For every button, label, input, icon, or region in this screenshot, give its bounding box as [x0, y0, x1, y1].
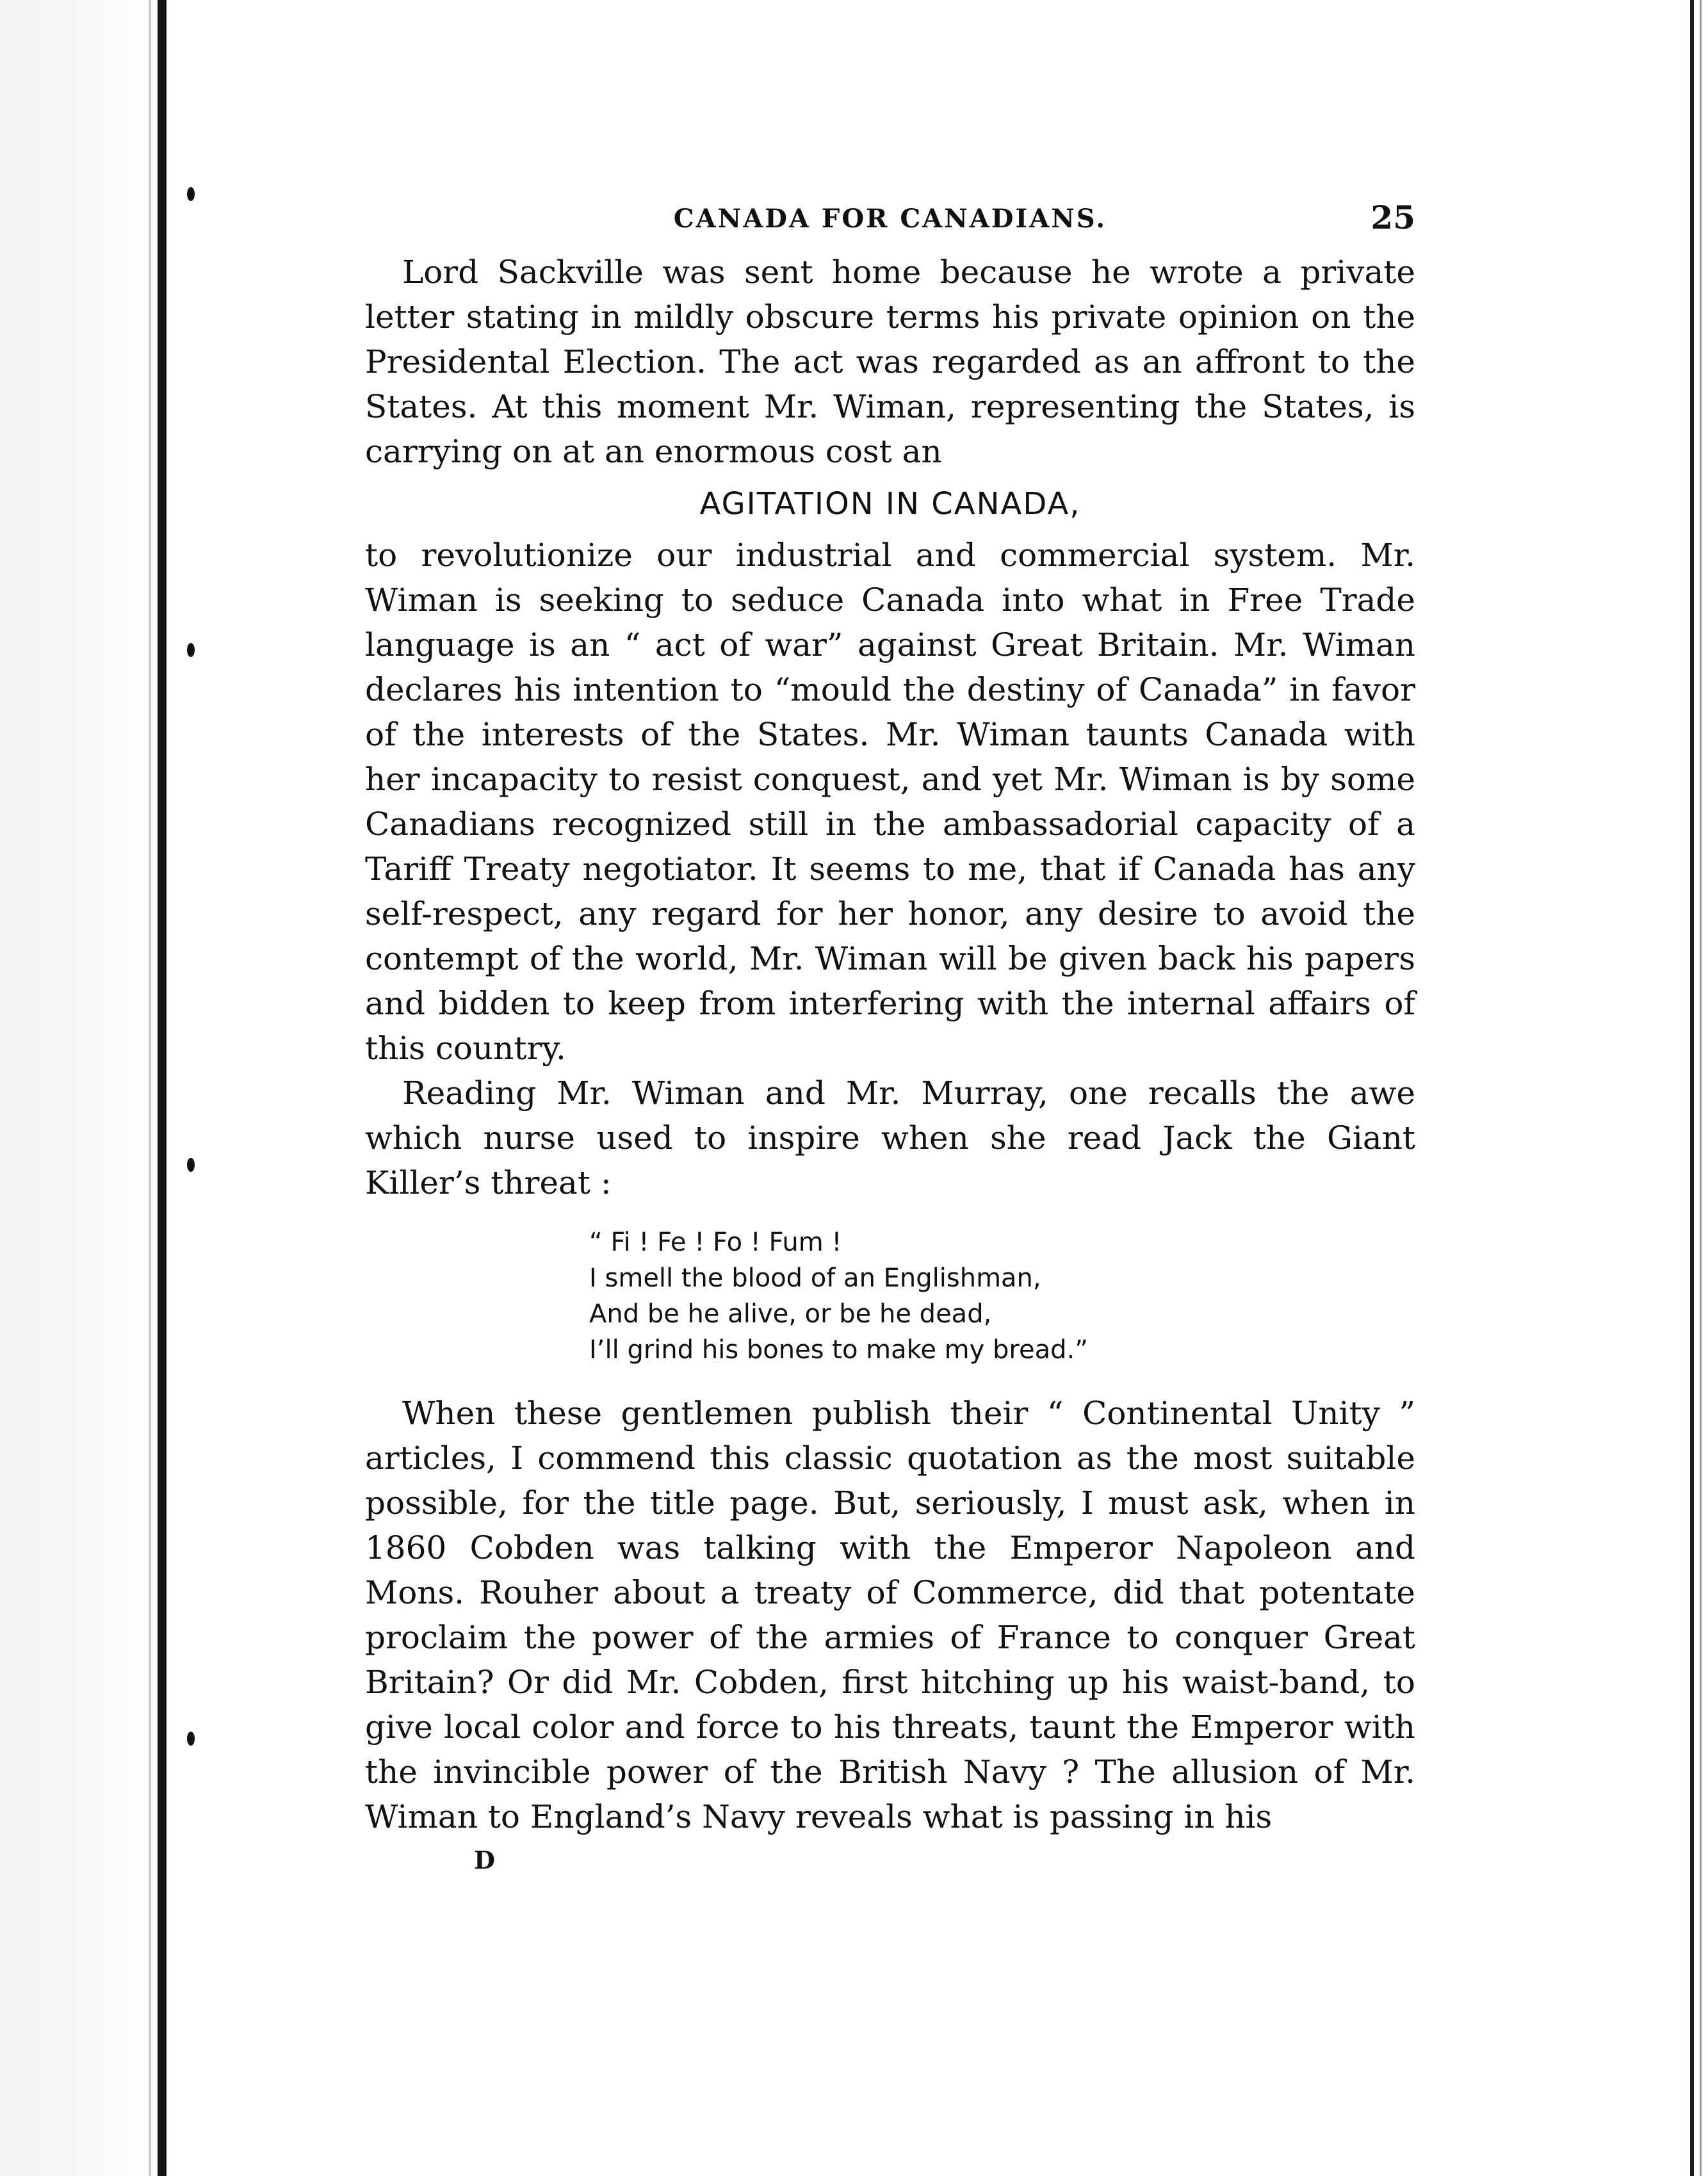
verse-line: I smell the blood of an Englishman,: [589, 1263, 1041, 1293]
page-edge-right: [1690, 0, 1694, 2176]
section-subheading: AGITATION IN CANADA,: [699, 486, 1081, 522]
scan-margin-shade: [0, 0, 154, 2176]
binding-edge: [158, 0, 167, 2176]
binding-hole-mark: [187, 1732, 195, 1746]
verse-quotation: [589, 1224, 1415, 1368]
paragraph-wiman-agitation: to revolutionize our industrial and commercial system. Mr. Wiman is seeking to seduce Canada into what in Free Trade language is an “ act of war” against Great Britain. Mr. Wiman declares his intention to “mould the destiny of Canada” in favor of the interests of the States. Mr. Wiman taunts Canada with her incapacity to resist conquest, and yet Mr. Wiman is by some Canadians recognized still in the ambassadorial capacity of a Tariff Treaty negotiator. It seems to me, that if Canada has any self-respect, any regard for her honor, any desire to avoid the contempt of the world, Mr. Wiman will be given back his papers and bidden to keep from interfering with the internal affairs of this country.: [365, 537, 1415, 1067]
page-number: 25: [1370, 199, 1415, 236]
paragraph-sackville: Lord Sackville was sent home because he wrote a private letter stating in mildly obscure terms his private opinion on the Presidental Election. The act was regarded as an affront to the States. At this moment Mr. Wiman, representing the States, is carrying on at an enormous cost an: [365, 254, 1415, 470]
signature-mark: D: [474, 1846, 495, 1874]
page-edge-right-outer: [1700, 0, 1702, 2176]
binding-hole-mark: [187, 187, 195, 201]
verse-line: I’ll grind his bones to make my bread.”: [589, 1335, 1088, 1365]
paragraph-continental-unity: When these gentlemen publish their “ Continental Unity ” articles, I commend this classic quotation as the most suitable possible, for the title page. But, seriously, I must ask, when in 1860 Cobden was talking with the Emperor Napoleon and Mons. Rouher about a treaty of Commerce, did that potentate proclaim the power of the armies of France to conquer Great Britain? Or did Mr. Cobden, first hitching up his waist-band, to give local color and force to his threats, taunt the Emperor with the invincible power of the British Navy ? The allusion of Mr. Wiman to England’s Navy reveals what is passing in his: [365, 1395, 1415, 1835]
book-page: [365, 199, 1415, 1874]
paragraph-giant-killer: Reading Mr. Wiman and Mr. Murray, one recalls the awe which nurse used to inspire when she read Jack the Giant Killer’s threat :: [365, 1075, 1415, 1201]
binding-hole-mark: [187, 643, 195, 657]
verse-line: “ Fi ! Fe ! Fo ! Fum !: [589, 1228, 842, 1257]
verse-line: And be he alive, or be he dead,: [589, 1299, 992, 1329]
binding-edge-light: [149, 0, 151, 2176]
running-title: CANADA FOR CANADIANS.: [673, 204, 1107, 234]
running-head: [365, 199, 1415, 250]
binding-hole-mark: [187, 1158, 195, 1172]
